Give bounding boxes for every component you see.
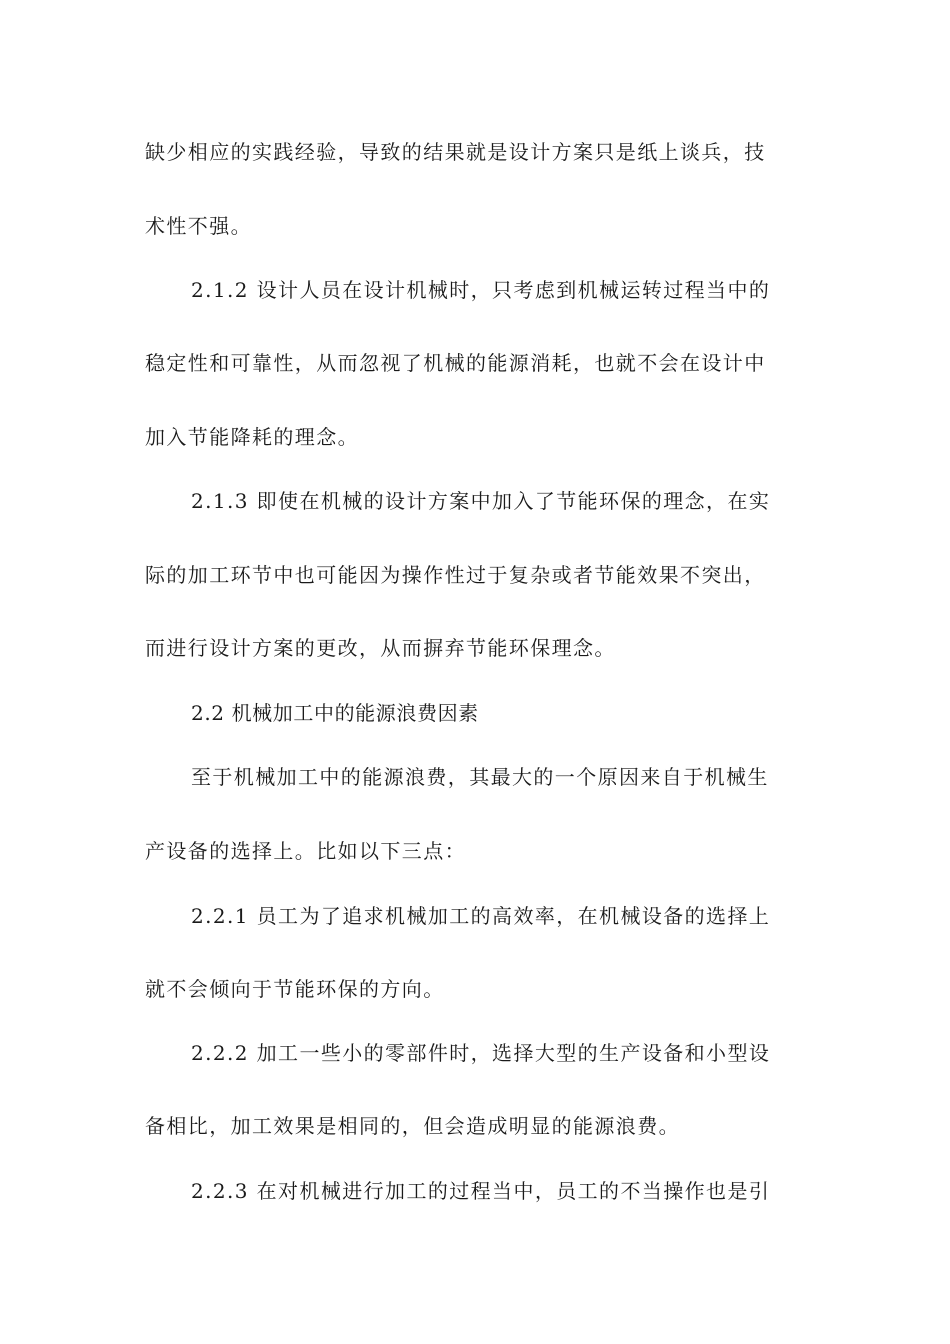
text-line: 术性不强。 <box>145 214 252 238</box>
paragraph-heading-2-2-1: 2.2.1 员工为了追求机械加工的高效率，在机械设备的选择上 <box>191 904 771 928</box>
text-line: 就不会倾向于节能环保的方向。 <box>145 977 445 1001</box>
paragraph-heading-2-2-3: 2.2.3 在对机械进行加工的过程当中，员工的不当操作也是引 <box>191 1179 771 1203</box>
text-line: 缺少相应的实践经验，导致的结果就是设计方案只是纸上谈兵，技 <box>145 140 766 164</box>
section-heading-2-2: 2.2 机械加工中的能源浪费因素 <box>191 701 479 725</box>
text-line: 加入节能降耗的理念。 <box>145 425 359 449</box>
paragraph-heading-2-2-2: 2.2.2 加工一些小的零部件时，选择大型的生产设备和小型设 <box>191 1041 771 1065</box>
text-line: 际的加工环节中也可能因为操作性过于复杂或者节能效果不突出， <box>145 563 766 587</box>
text-line: 至于机械加工中的能源浪费，其最大的一个原因来自于机械生 <box>191 765 769 789</box>
text-line: 产设备的选择上。比如以下三点： <box>145 839 466 863</box>
text-line: 而进行设计方案的更改，从而摒弃节能环保理念。 <box>145 636 616 660</box>
text-line: 备相比，加工效果是相同的，但会造成明显的能源浪费。 <box>145 1114 680 1138</box>
paragraph-heading-2-1-3: 2.1.3 即使在机械的设计方案中加入了节能环保的理念，在实 <box>191 489 771 513</box>
paragraph-heading-2-1-2: 2.1.2 设计人员在设计机械时，只考虑到机械运转过程当中的 <box>191 278 771 302</box>
text-line: 稳定性和可靠性，从而忽视了机械的能源消耗，也就不会在设计中 <box>145 351 766 375</box>
